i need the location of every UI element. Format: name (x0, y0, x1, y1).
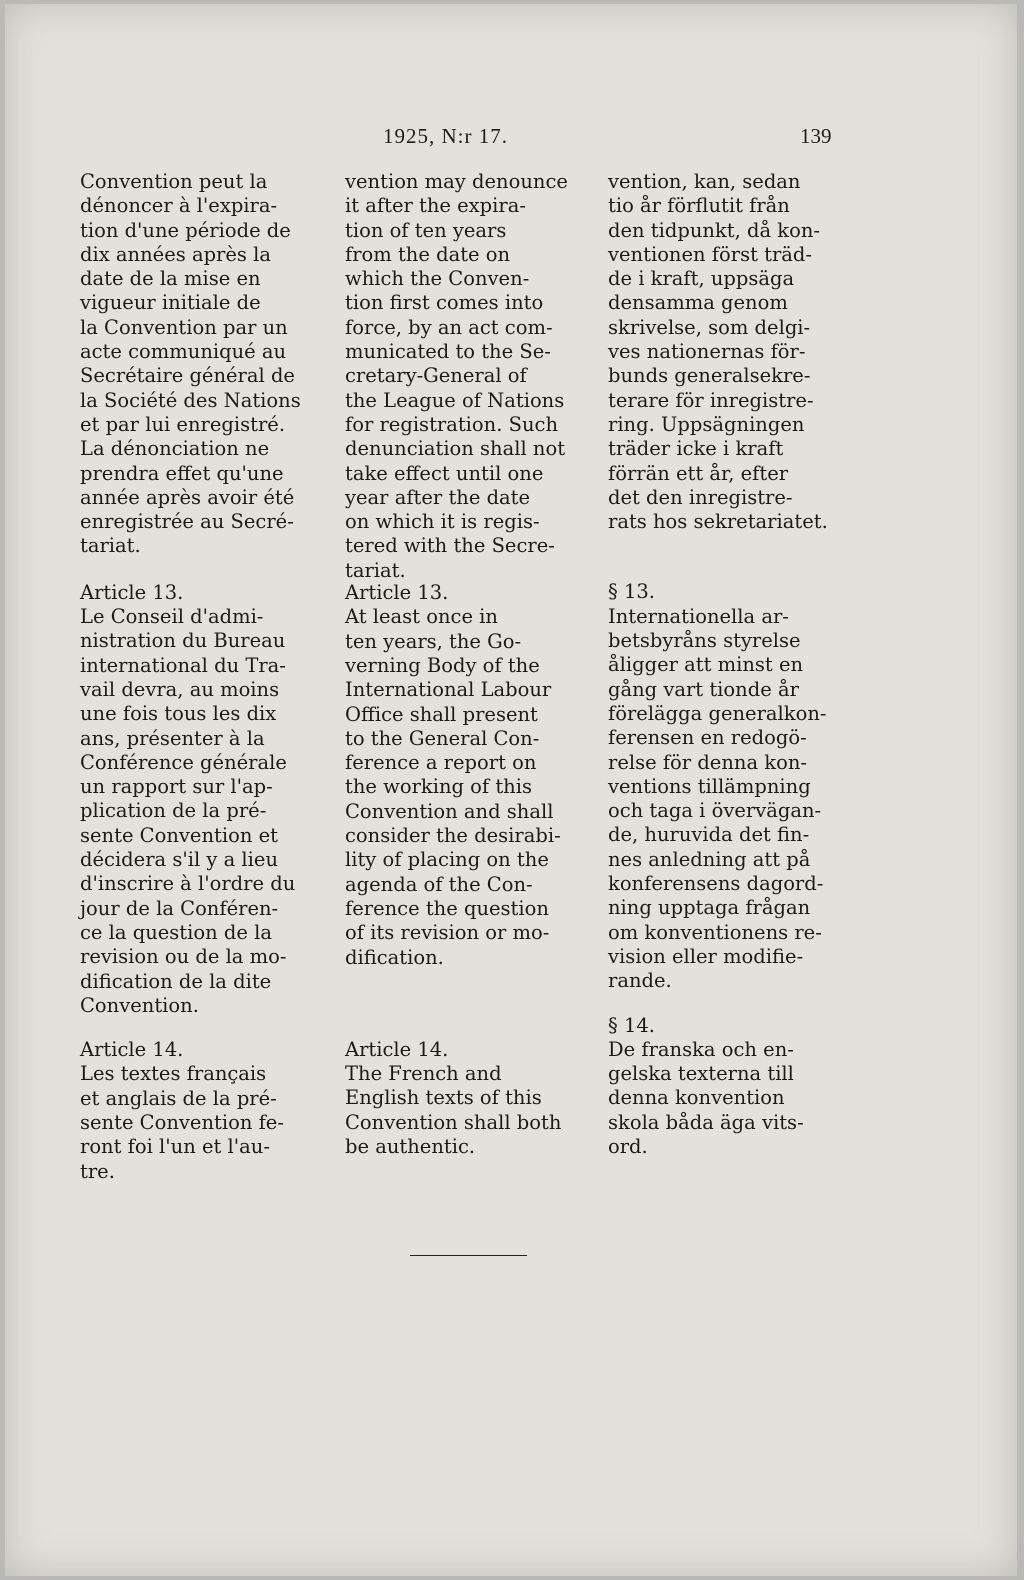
french-heading-article-13: Article 13. (80, 580, 184, 604)
swedish-paragraph-section-13: Internationella ar- betsbyråns styrelse åligger att minst en gång vart tionde år förelägga generalkon- ferensen en redogö- relse för denna kon- ventions tillämpning och taga i övervägan- de, huruvida det fin- nes anledning att på konferensens dagord- ning upptaga frågan om konventionens re- vision eller modifie- rande. (608, 604, 827, 993)
french-column (80, 170, 316, 1184)
english-paragraph-denunciation: vention may denounce it after the expira- tion of ten years from the date on which the Conven- tion first comes into force, by an act com- municated to the Se- cretary-General of the League of Nations for registration. Such denunciation shall not take effect until one year after the date on which it is regis- tered with the Secre- tariat. (345, 170, 568, 582)
closing-rule (410, 1255, 527, 1256)
page-number: 139 (800, 124, 832, 148)
french-paragraph-article-13: Le Conseil d'admi- nistration du Bureau international du Tra- vail devra, au moins une fois tous les dix ans, présenter à la Conférence générale un rapport sur l'ap- plication de la pré- sente Convention et décidera s'il y a lieu d'inscrire à l'ordre du jour de la Conféren- ce la question de la revision ou de la mo- dification de la dite Convention. (80, 605, 296, 1017)
document-page (5, 4, 1017, 1576)
english-column (345, 170, 581, 1159)
english-paragraph-article-13: At least once in ten years, the Go- verning Body of the International Labour Office shall present to the General Con- ference a report on the working of this Convention and shall consider the desirabi- lity of placing on the agenda of the Con- ference the question of its revision or mo- dification. (345, 605, 561, 969)
swedish-heading-section-13: § 13. (608, 580, 655, 604)
swedish-column (608, 170, 844, 1159)
english-heading-article-13: Article 13. (345, 581, 449, 605)
french-paragraph-denunciation: Convention peut la dénoncer à l'expira- tion d'une période de dix années après la date de la mise en vigueur initiale de la Convention par un acte communiqué au Secrétaire général de la Société des Nations et par lui enregistré. La dénonciation ne prendra effet qu'une année après avoir été enregistrée au Secré- tariat. (80, 170, 301, 558)
swedish-heading-section-14: § 14. (608, 1013, 655, 1037)
french-heading-article-14: Article 14. (80, 1038, 184, 1062)
english-heading-article-14: Article 14. (345, 1037, 449, 1061)
swedish-paragraph-denunciation: vention, kan, sedan tio år förflutit från den tidpunkt, då kon- ventionen först träd- de i kraft, uppsäga densamma genom skrivelse, som delgi- ves nationernas för- bunds generalsekre- terare för inregistre- ring. Uppsägningen träder icke i kraft förrän ett år, efter det den inregistre- rats hos sekretariatet. (608, 170, 828, 534)
running-header (5, 124, 1017, 154)
english-paragraph-article-14: The French and English texts of this Convention shall both be authentic. (345, 1062, 562, 1158)
swedish-paragraph-section-14: De franska och en- gelska texterna till denna konvention skola båda äga vits- ord. (608, 1037, 804, 1158)
french-paragraph-article-14: Les textes français et anglais de la pré- sente Convention fe- ront foi l'un et l'au- tre. (80, 1062, 284, 1183)
document-number: 1925, N:r 17. (383, 124, 508, 148)
